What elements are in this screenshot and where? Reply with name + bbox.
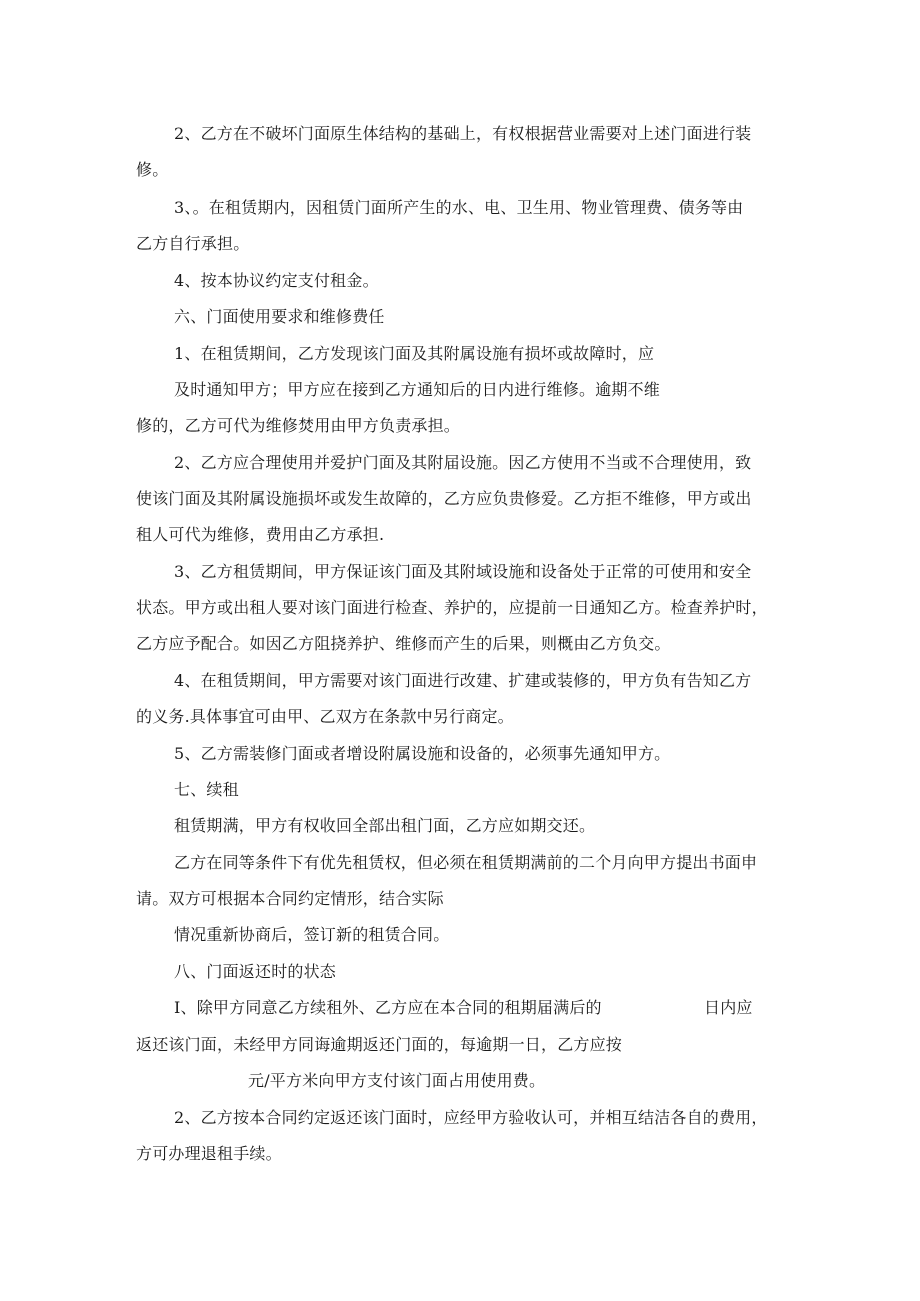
text-line: 2、乙方按本合同约定返还该门面时，应经甲方验收认可，并相互结洁各自的费用， xyxy=(174,1108,768,1127)
text-line: 乙方自行承担。 xyxy=(136,234,250,253)
text-line: 乙方在同等条件下有优先租赁权，但必须在租赁期满前的二个月向甲方提出书面申 xyxy=(174,853,758,872)
text-line: 方可办理退租手续。 xyxy=(136,1144,282,1163)
text-line: I、除甲方同意乙方续租外、乙方应在本合同的租期届满后的 xyxy=(174,998,602,1017)
text-line: 的义务.具体事宜可由甲、乙双方在条款中另行商定。 xyxy=(136,707,514,726)
text-line: 元/平方米向甲方支付该门面占用使用费。 xyxy=(248,1071,546,1090)
text-line: 4、按本协议约定支付租金。 xyxy=(174,271,379,290)
text-line: 3、乙方租赁期间，甲方保证该门面及其附域设施和设备处于正常的可使用和安全 xyxy=(174,562,752,581)
section-heading: 七、续租 xyxy=(174,780,239,799)
text-line: 请。双方可根据本合同约定情形，结合实际 xyxy=(136,889,444,908)
text-line: 租人可代为维修，费用由乙方承担. xyxy=(136,525,385,544)
text-line: 3、。在租赁期内，因租赁门面所产生的水、电、卫生用、物业管理费、债务等由 xyxy=(174,198,744,217)
text-line: 状态。甲方或出租人要对该门面进行检查、养护的，应提前一日通知乙方。检查养护时， xyxy=(136,598,768,617)
text-line: 使该门面及其附属设施损坏或发生故障的，乙方应负贵修爱。乙方拒不维修，甲方或出 xyxy=(136,489,752,508)
text-line: 乙方应予配合。如因乙方阻挠养护、维修而产生的后果，则概由乙方负交。 xyxy=(136,634,671,653)
text-line: 情况重新协商后，签订新的租赁合同。 xyxy=(174,925,450,944)
text-line: 及时通知甲方；甲方应在接到乙方通知后的日内进行维修。逾期不维 xyxy=(174,380,661,399)
text-line-fragment: 日内应 xyxy=(704,998,753,1017)
text-line: 修的，乙方可代为维修焚用由甲方负责承担。 xyxy=(136,416,461,435)
text-line: 5、乙方需装修门面或者增设附属设施和设备的，必须事先通知甲方。 xyxy=(174,744,671,763)
section-heading: 八、门面返还时的状态 xyxy=(174,962,337,981)
text-line: 修。 xyxy=(136,160,169,179)
text-line: 租赁期满，甲方有权收回全部出租门面，乙方应如期交还。 xyxy=(174,816,596,835)
text-line: 返还该门面，未经甲方同诲逾期返还门面的，每逾期一日，乙方应按 xyxy=(136,1035,623,1054)
text-line: 1、在租赁期间，乙方发现该门面及其附属设施有损坏或故障时，应 xyxy=(174,344,655,363)
text-line: 2、乙方应合理使用并爱护门面及其附届设施。因乙方使用不当或不合理使用，致 xyxy=(174,453,752,472)
text-line: 4、在租赁期间，甲方需要对该门面进行改建、扩建或装修的，甲方负有告知乙方 xyxy=(174,671,752,690)
section-heading: 六、门面使用要求和维修费任 xyxy=(174,307,385,326)
text-line: 2、乙方在不破坏门面原生体结构的基础上，有权根据营业需要对上述门面进行装 xyxy=(174,124,752,143)
